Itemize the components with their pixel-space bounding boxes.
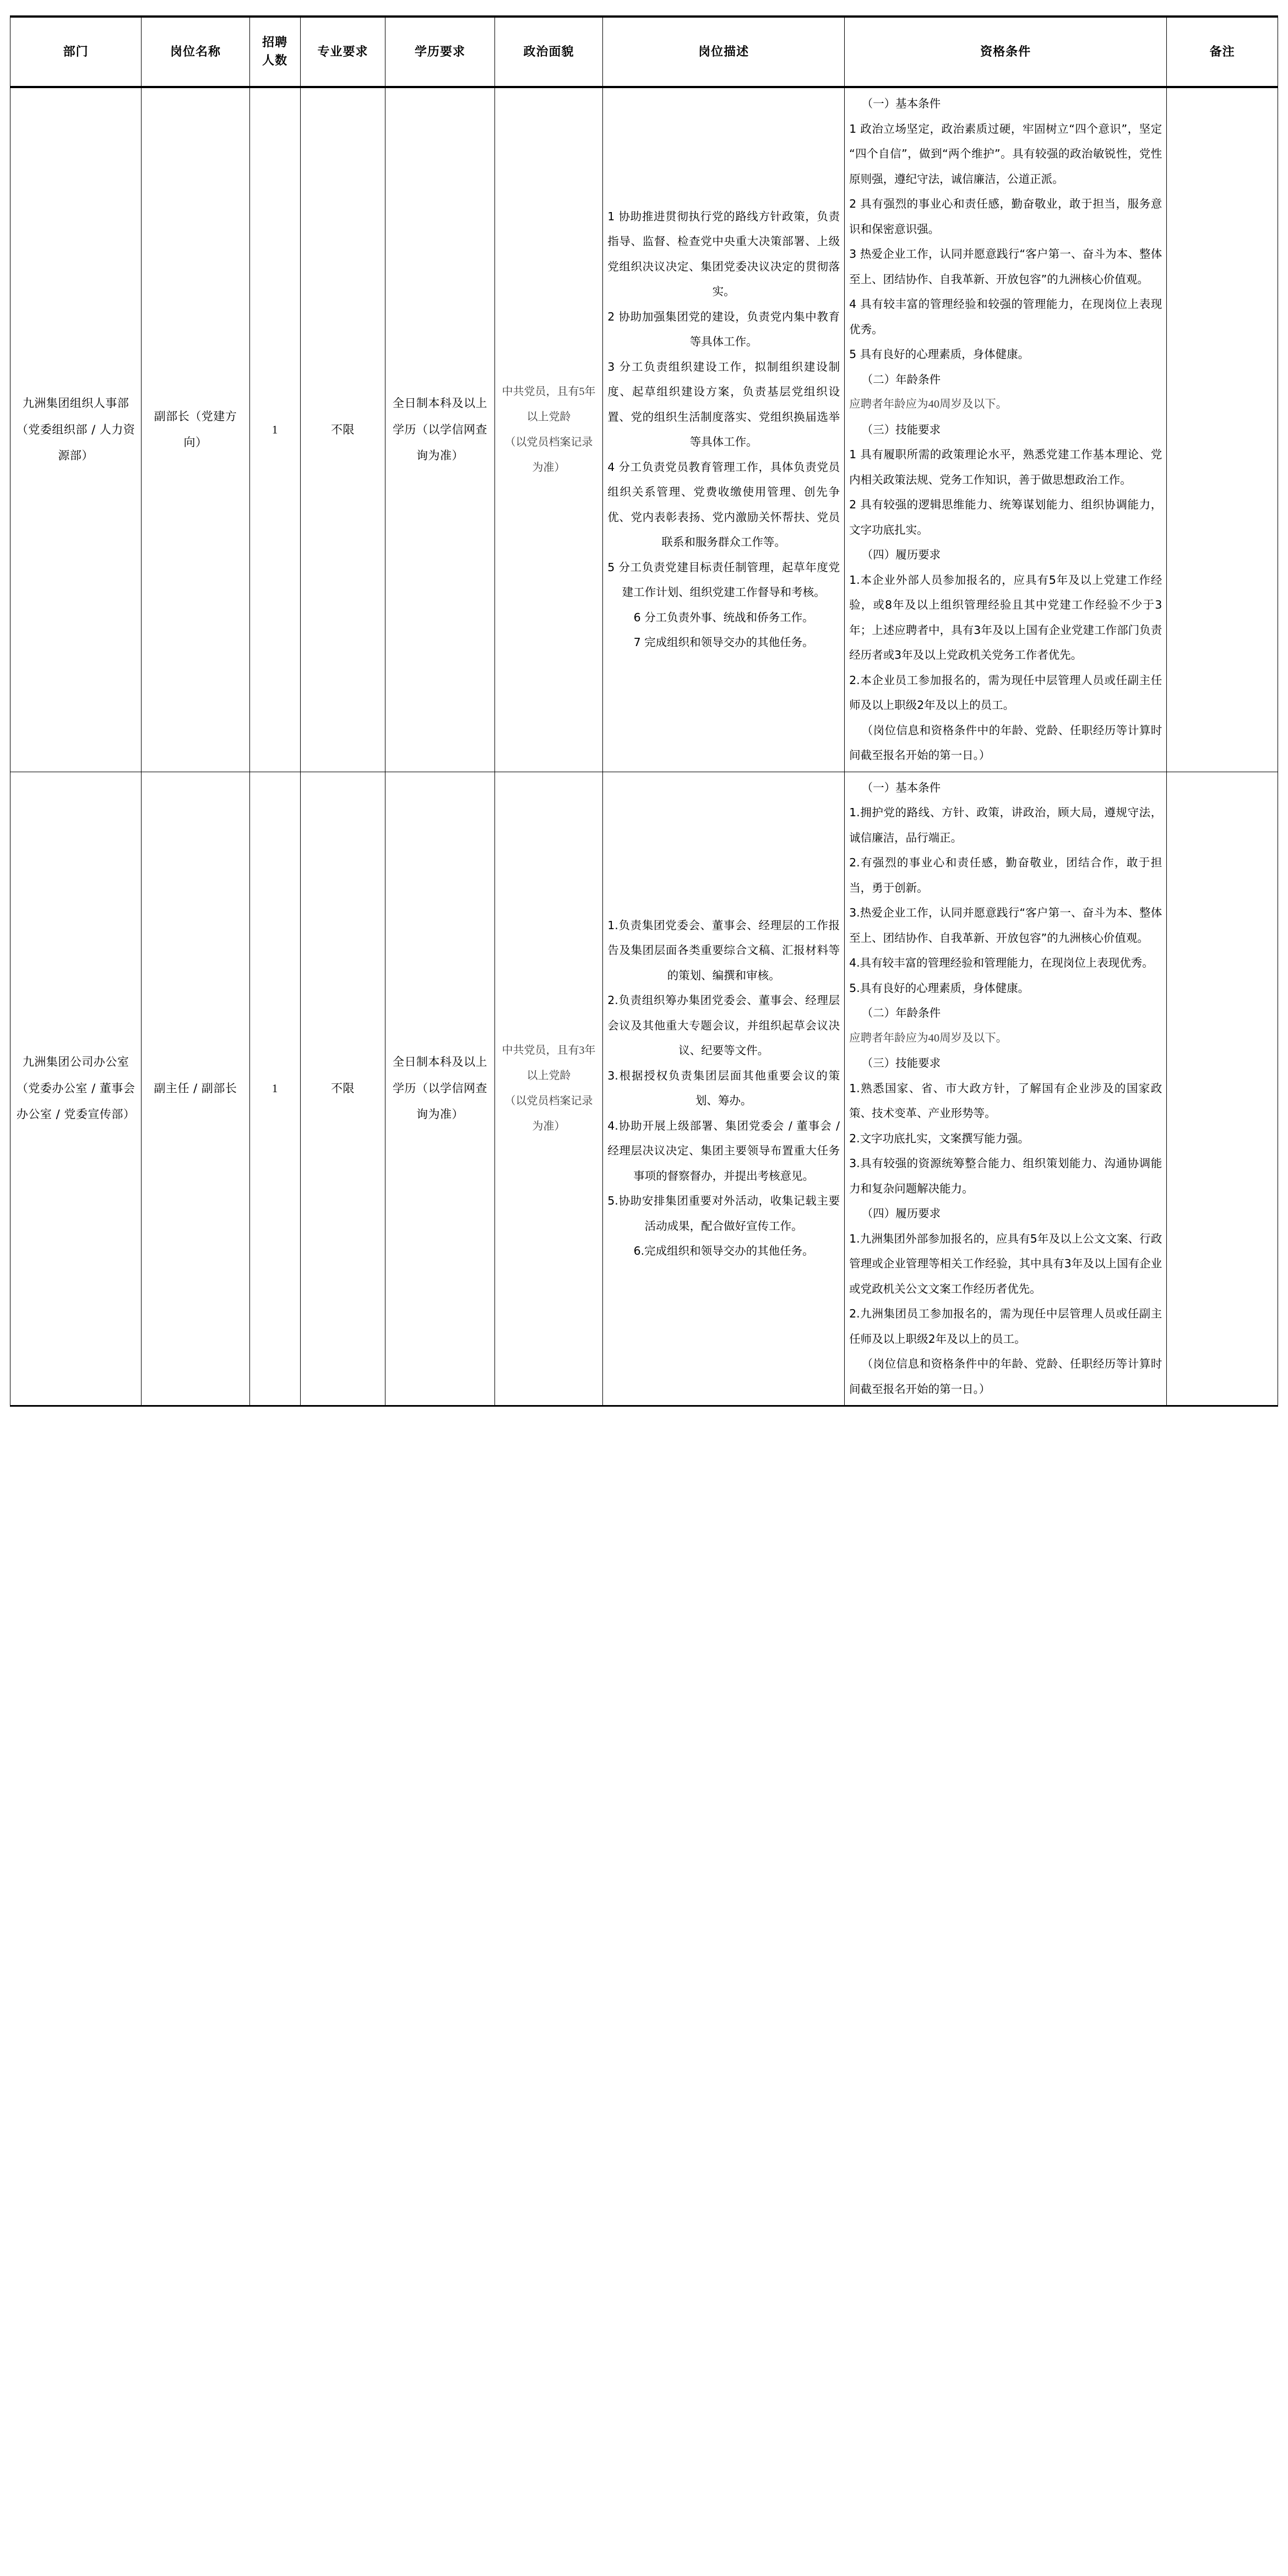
cell-remark	[1167, 772, 1278, 1406]
job-description-item: 6 分工负责外事、统战和侨务工作。	[633, 610, 814, 624]
qualification-body: 1.熟悉国家、省、市大政方针，了解国有企业涉及的国家政策、技术变革、产业形势等。	[849, 1081, 1162, 1120]
job-description-item: 4 分工负责党员教育管理工作，具体负责党员组织关系管理、党费收缴使用管理、创先争优、党内表彰表扬、党内激励关怀帮扶、党员联系和服务群众工作等。	[607, 460, 840, 549]
job-description-item: 3.根据授权负责集团层面其他重要会议的策划、筹办。	[607, 1069, 840, 1108]
column-header-count: 招聘 人数	[249, 17, 300, 87]
cell-major-requirement: 不限	[300, 772, 385, 1406]
qualification-serif: 应聘者年龄应为40周岁及以下。	[849, 1032, 1008, 1044]
cell-department: 九洲集团组织人事部（党委组织部 / 人力资源部）	[10, 87, 142, 772]
qualification-body: 3.热爱企业工作，认同并愿意践行“客户第一、奋斗为本、整体至上、团结协作、自我革新、开放包容”的九洲核心价值观。	[849, 906, 1162, 945]
qualification-head: （三）技能要求	[861, 422, 941, 436]
cell-job-description	[603, 772, 845, 1406]
qualification-body: 5.具有良好的心理素质，身体健康。	[849, 981, 1030, 995]
cell-job-description	[603, 87, 845, 772]
qualification-body: 2.有强烈的事业心和责任感，勤奋敬业，团结合作，敢于担当，勇于创新。	[849, 856, 1162, 894]
job-description-item: 2.负责组织筹办集团党委会、董事会、经理层会议及其他重大专题会议，并组织起草会议决议、纪要等文件。	[607, 994, 840, 1057]
qualification-body: 1 政治立场坚定，政治素质过硬，牢固树立“四个意识”，坚定“四个自信”，做到“两个维护”。具有较强的政治敏锐性，党性原则强，遵纪守法，诚信廉洁，公道正派。	[849, 122, 1162, 186]
job-description-item: 5 分工负责党建目标责任制管理，起草年度党建工作计划、组织党建工作督导和考核。	[607, 560, 840, 599]
job-description-item: 1.负责集团党委会、董事会、经理层的工作报告及集团层面各类重要综合文稿、汇报材料等的策划、编撰和审核。	[607, 918, 840, 982]
recruitment-table	[10, 15, 1278, 1407]
cell-post-name: 副主任 / 副部长	[142, 772, 249, 1406]
qualification-body: 3.具有较强的资源统筹整合能力、组织策划能力、沟通协调能力和复杂问题解决能力。	[849, 1157, 1162, 1195]
qualification-body: 1.本企业外部人员参加报名的，应具有5年及以上党建工作经验，或8年及以上组织管理经验且其中党建工作经验不少于3年；上述应聘者中，具有3年及以上国有企业党建工作部门负责经历者或3年及以上党政机关党务工作者优先。	[849, 573, 1162, 661]
table-body	[10, 87, 1278, 1406]
qualification-head: （四）履历要求	[861, 548, 941, 561]
cell-political-status	[494, 772, 602, 1406]
political-status-note: （以党员档案记录为准）	[504, 436, 593, 474]
qualification-body: 1.拥护党的路线、方针、政策，讲政治，顾大局，遵规守法，诚信廉洁，品行端正。	[849, 806, 1162, 844]
cell-post-name: 副部长（党建方向）	[142, 87, 249, 772]
cell-political-status	[494, 87, 602, 772]
job-description-item: 1 协助推进贯彻执行党的路线方针政策，负责指导、监督、检查党中央重大决策部署、上级党组织决议决定、集团党委决议决定的贯彻落实。	[607, 209, 840, 299]
job-description-item: 6.完成组织和领导交办的其他任务。	[633, 1244, 814, 1258]
qualification-body: 2 具有强烈的事业心和责任感，勤奋敬业，敢于担当，服务意识和保密意识强。	[849, 197, 1162, 236]
qualification-body: 2.本企业员工参加报名的，需为现任中层管理人员或任副主任师及以上职级2年及以上的员工。	[849, 673, 1162, 712]
column-header-dept: 部门	[10, 17, 142, 87]
qualification-serif: 应聘者年龄应为40周岁及以下。	[849, 398, 1008, 410]
qualification-body: 2.九洲集团员工参加报名的，需为现任中层管理人员或任副主任师及以上职级2年及以上的员工。	[849, 1307, 1162, 1346]
qualification-head: （二）年龄条件	[861, 1006, 941, 1019]
table-row	[10, 87, 1278, 772]
qualification-head: （一）基本条件	[861, 780, 941, 794]
qualification-note: （岗位信息和资格条件中的年龄、党龄、任职经历等计算时间截至报名开始的第一日。）	[849, 723, 1162, 762]
job-description-item: 2 协助加强集团党的建设，负责党内集中教育等具体工作。	[607, 310, 840, 349]
cell-major-requirement: 不限	[300, 87, 385, 772]
qualification-body: 3 热爱企业工作，认同并愿意践行“客户第一、奋斗为本、整体至上、团结协作、自我革新、开放包容”的九洲核心价值观。	[849, 247, 1162, 286]
cell-department: 九洲集团公司办公室（党委办公室 / 董事会办公室 / 党委宣传部）	[10, 772, 142, 1406]
column-header-remark: 备注	[1167, 17, 1278, 87]
qualification-head: （二）年龄条件	[861, 372, 941, 386]
job-description-item: 4.协助开展上级部署、集团党委会 / 董事会 / 经理层决议决定、集团主要领导布置重大任务事项的督察督办，并提出考核意见。	[607, 1119, 840, 1183]
cell-remark	[1167, 87, 1278, 772]
qualification-body: 2 具有较强的逻辑思维能力、统筹谋划能力、组织协调能力，文字功底扎实。	[849, 498, 1162, 536]
political-status-main: 中共党员，且有3年以上党龄	[502, 1044, 596, 1082]
cell-headcount: 1	[249, 87, 300, 772]
qualification-body: 2.文字功底扎实，文案撰写能力强。	[849, 1131, 1030, 1145]
job-description-item: 3 分工负责组织建设工作，拟制组织建设制度、起草组织建设方案，负责基层党组织设置、党的组织生活制度落实、党组织换届选举等具体工作。	[607, 360, 840, 449]
column-header-qual: 资格条件	[845, 17, 1167, 87]
qualification-head: （一）基本条件	[861, 97, 941, 110]
qualification-note: （岗位信息和资格条件中的年龄、党龄、任职经历等计算时间截至报名开始的第一日。）	[849, 1357, 1162, 1396]
column-header-major: 专业要求	[300, 17, 385, 87]
table-header	[10, 17, 1278, 87]
cell-education-requirement: 全日制本科及以上学历（以学信网查询为准）	[385, 772, 495, 1406]
column-header-desc: 岗位描述	[603, 17, 845, 87]
column-header-post: 岗位名称	[142, 17, 249, 87]
political-status-note: （以党员档案记录为准）	[504, 1095, 593, 1133]
qualification-body: 1 具有履职所需的政策理论水平，熟悉党建工作基本理论、党内相关政策法规、党务工作知识，善于做思想政治工作。	[849, 448, 1162, 486]
job-description-item: 7 完成组织和领导交办的其他任务。	[633, 636, 814, 649]
qualification-body: 4.具有较丰富的管理经验和管理能力，在现岗位上表现优秀。	[849, 956, 1154, 969]
column-header-edu: 学历要求	[385, 17, 495, 87]
qualification-head: （三）技能要求	[861, 1056, 941, 1070]
cell-headcount: 1	[249, 772, 300, 1406]
table-row	[10, 772, 1278, 1406]
political-status-main: 中共党员，且有5年以上党龄	[502, 386, 596, 424]
cell-education-requirement: 全日制本科及以上学历（以学信网查询为准）	[385, 87, 495, 772]
cell-qualification	[845, 87, 1167, 772]
header-row	[10, 17, 1278, 87]
qualification-head: （四）履历要求	[861, 1207, 941, 1220]
cell-qualification	[845, 772, 1167, 1406]
qualification-body: 1.九洲集团外部参加报名的，应具有5年及以上公文文案、行政管理或企业管理等相关工作经验，其中具有3年及以上国有企业或党政机关公文文案工作经历者优先。	[849, 1232, 1162, 1295]
qualification-body: 4 具有较丰富的管理经验和较强的管理能力，在现岗位上表现优秀。	[849, 297, 1162, 336]
qualification-body: 5 具有良好的心理素质，身体健康。	[849, 348, 1030, 361]
job-description-item: 5.协助安排集团重要对外活动，收集记载主要活动成果，配合做好宣传工作。	[607, 1194, 840, 1233]
column-header-political: 政治面貌	[494, 17, 602, 87]
